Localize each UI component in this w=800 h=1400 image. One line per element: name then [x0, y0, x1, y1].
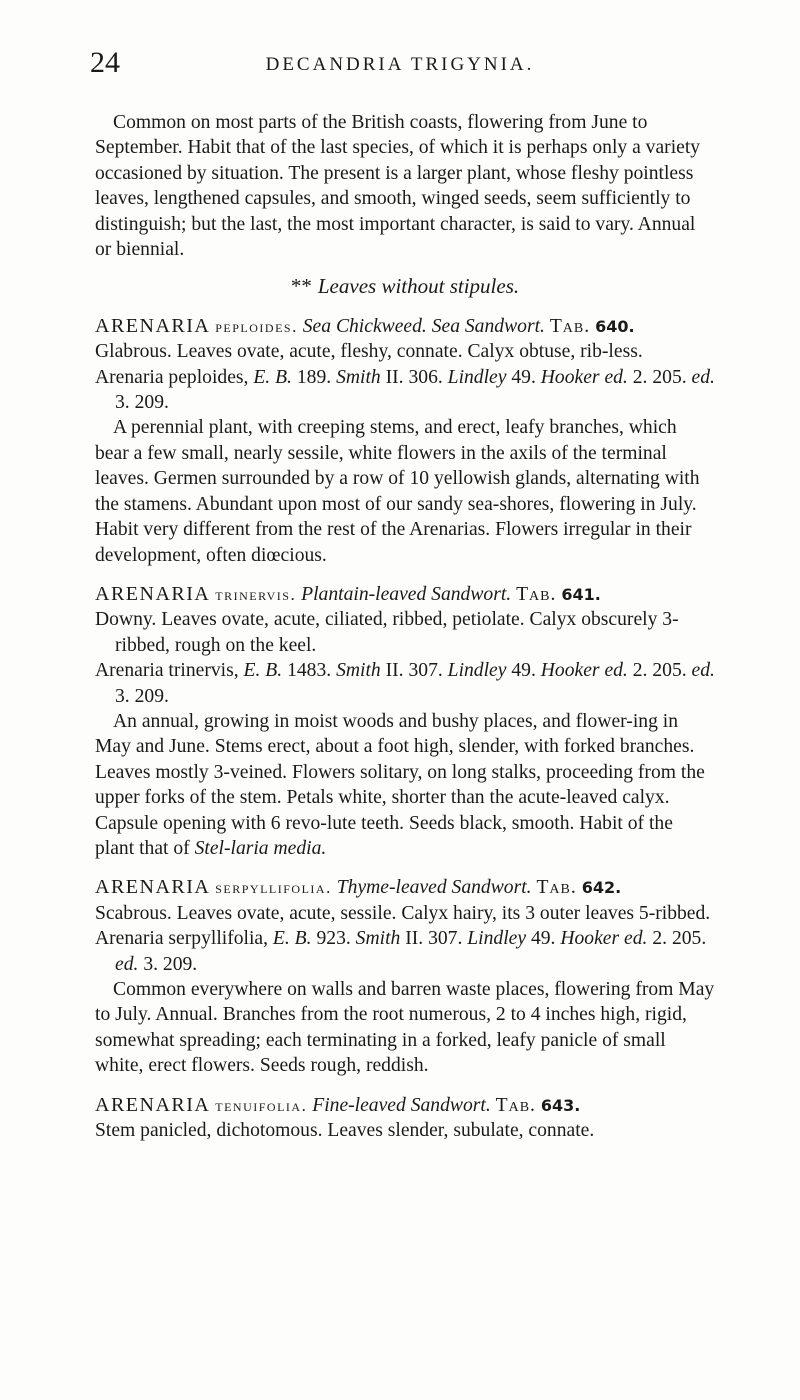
species-name: trinervis.	[215, 584, 297, 604]
description: A perennial plant, with creeping stems, and erect, leafy branches, which bear a few small, nearly sessile, white flowers in the axils of the terminal leaves. Germen surrounded by a row of 10 yellowish glands, alternating with the stamens. Abundant upon most of our sandy sea-shores, flowering in July. Habit very different from the rest of the Arenarias. Flowers irregular in their development, often diœcious.	[95, 417, 700, 566]
genus-name: ARENARIA	[95, 582, 211, 605]
ref-lindley: Lindley	[447, 366, 507, 388]
tab-number: 642.	[581, 878, 622, 898]
tab-label: Tab.	[549, 315, 591, 337]
ref-tail-a: 2. 205.	[652, 928, 707, 950]
tab-number: 643.	[540, 1095, 581, 1115]
ref-name: Arenaria serpyllifolia,	[95, 928, 269, 950]
ref-smith-num: II. 307.	[405, 928, 463, 950]
references	[95, 658, 715, 709]
ref-ed2: ed.	[691, 660, 715, 682]
ref-eb-num: 189.	[296, 366, 332, 388]
ref-hooker: Hooker	[560, 928, 620, 950]
running-head: DECANDRIA TRIGYNIA.	[265, 54, 535, 75]
ref-eb: E. B.	[243, 660, 283, 682]
common-name: Fine-leaved Sandwort.	[312, 1094, 491, 1116]
species-name: serpyllifolia.	[215, 878, 332, 898]
species-entry-trinervis	[95, 582, 715, 861]
ref-eb-num: 1483.	[287, 660, 332, 682]
tab-label: Tab.	[516, 583, 557, 605]
diagnosis: Stem panicled, dichotomous. Leaves slender, subulate, connate.	[95, 1120, 595, 1142]
ref-hooker-ed: ed.	[604, 366, 628, 388]
section-stars: **	[290, 274, 312, 299]
diagnosis: Downy. Leaves ovate, acute, ciliated, ribbed, petiolate. Calyx obscurely 3-ribbed, rough on the keel.	[95, 609, 679, 656]
ref-smith: Smith	[336, 660, 381, 682]
ref-hooker: Hooker	[540, 366, 600, 388]
ref-eb: E. B.	[253, 366, 292, 388]
references	[95, 926, 715, 977]
ref-name: Arenaria trinervis,	[95, 660, 239, 682]
ref-hooker-ed: ed.	[604, 660, 628, 682]
species-name: tenuifolia.	[215, 1095, 308, 1115]
ref-lindley: Lindley	[447, 660, 507, 682]
common-name: Plantain-leaved Sandwort.	[301, 583, 512, 605]
tab-number: 640.	[595, 316, 635, 336]
diagnosis: Glabrous. Leaves ovate, acute, fleshy, connate. Calyx obtuse, rib-less.	[95, 341, 643, 363]
ref-lindley-num: 49.	[530, 928, 556, 950]
ref-lindley-num: 49.	[511, 366, 536, 388]
species-entry-serpyllifolia	[95, 875, 715, 1078]
common-name: Sea Chickweed. Sea Sandwort.	[302, 315, 545, 337]
tab-number: 641.	[561, 584, 601, 604]
ref-eb: E. B.	[272, 928, 312, 950]
ref-tail-b: 3. 209.	[115, 392, 169, 414]
species-entry-peploides	[95, 314, 715, 568]
genus-name: ARENARIA	[95, 1093, 211, 1116]
section-title: Leaves without stipules.	[317, 274, 520, 299]
ref-tail-b: 3. 209.	[115, 685, 169, 707]
references	[95, 365, 715, 416]
entry-heading	[95, 1093, 715, 1118]
genus-name: ARENARIA	[95, 314, 211, 337]
ref-smith: Smith	[336, 366, 381, 388]
page-number: 24	[90, 46, 120, 79]
ref-ed2: ed.	[115, 953, 139, 975]
intro-paragraph: Common on most parts of the British coasts, flowering from June to September. Habit that of the last species, of which it is perhaps only a variety occasioned by situation. The present is a larger plant, whose fleshy pointless leaves, lengthened capsules, and smooth, winged seeds, seem sufficiently to distinguish; but the last, the most important character, is said to vary. Annual or biennial.	[95, 112, 701, 261]
description: Common everywhere on walls and barren waste places, flowering from May to July. Annual. Branches from the root numerous, 2 to 4 inches high, rigid, somewhat spreading; each terminating in a forked, leafy panicle of small white, erect flowers. Seeds rough, reddish.	[95, 979, 715, 1077]
ref-lindley: Lindley	[467, 928, 527, 950]
page-body	[95, 110, 715, 1143]
ref-name: Arenaria peploides,	[95, 366, 249, 388]
page-header	[90, 46, 710, 86]
ref-ed2: ed.	[691, 366, 715, 388]
description-text: An annual, growing in moist woods and bushy places, and flower-ing in May and June. Stems erect, about a foot high, slender, with forked branches. Leaves mostly 3-veined. Flowers solitary, on long stalks, proceeding from the upper forks of the stem. Petals white, shorter than the acute-leaved calyx. Capsule opening with 6 revo-lute teeth. Seeds black, smooth. Habit of the plant that of	[95, 710, 705, 859]
species-entry-tenuifolia	[95, 1093, 715, 1144]
entry-heading	[95, 582, 715, 607]
ref-eb-num: 923.	[316, 928, 351, 950]
ref-tail-b: 3. 209.	[143, 953, 198, 975]
common-name: Thyme-leaved Sandwort.	[336, 877, 532, 899]
entry-heading	[95, 314, 715, 339]
entry-heading	[95, 875, 715, 900]
tab-label: Tab.	[536, 877, 577, 899]
ref-hooker-ed: ed.	[624, 928, 648, 950]
ref-tail-a: 2. 205.	[632, 366, 687, 388]
description	[95, 709, 715, 861]
ref-lindley-num: 49.	[511, 660, 536, 682]
description-italic: Stel-laria media.	[194, 837, 327, 859]
species-name: peploides.	[215, 316, 298, 336]
tab-label: Tab.	[495, 1094, 536, 1116]
ref-smith: Smith	[355, 928, 401, 950]
ref-smith-num: II. 307.	[385, 660, 443, 682]
genus-name: ARENARIA	[95, 876, 211, 899]
ref-tail-a: 2. 205.	[632, 660, 687, 682]
diagnosis: Scabrous. Leaves ovate, acute, sessile. Calyx hairy, its 3 outer leaves 5-ribbed.	[95, 902, 711, 924]
ref-smith-num: II. 306.	[385, 366, 443, 388]
section-heading	[95, 274, 715, 299]
ref-hooker: Hooker	[540, 660, 600, 682]
